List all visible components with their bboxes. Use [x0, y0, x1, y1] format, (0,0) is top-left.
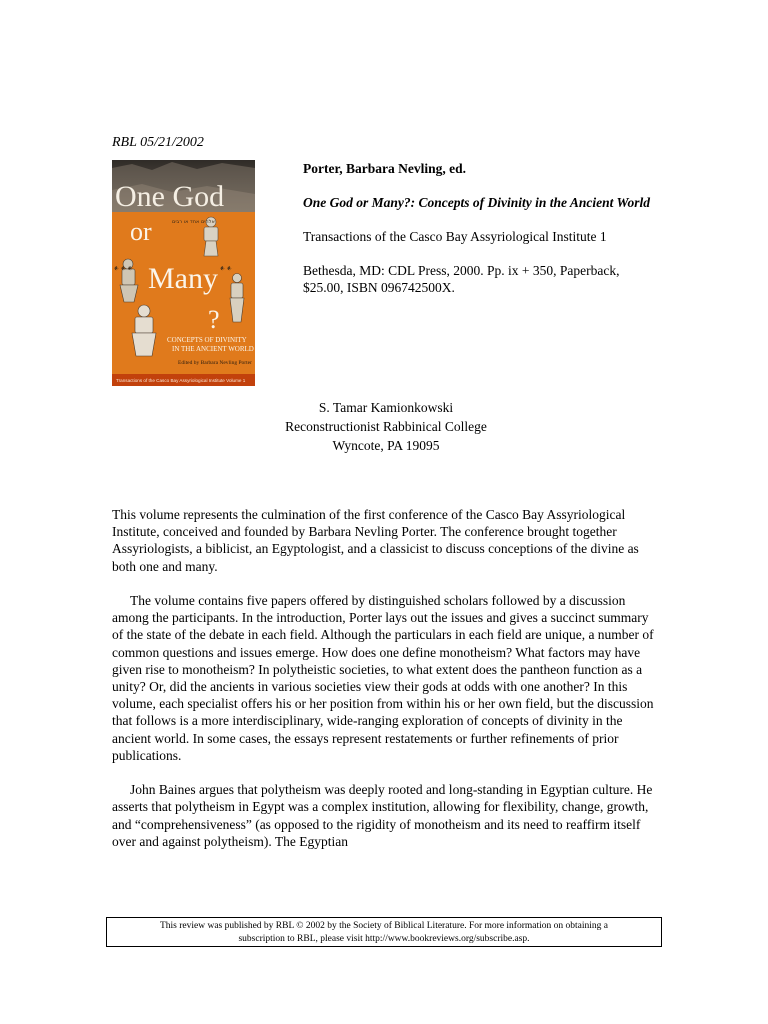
review-paragraph-3: John Baines argues that polytheism was deeply rooted and long-standing in Egyptian culture. He asserts that polytheism in Egypt was a complex institution, allowing for flexibility, change, growth, and “comprehensiveness” (as opposed to the rigidity of monotheism and its need to reaffirm itself over and against polytheism). The Egyptian [112, 782, 653, 849]
review-paragraph-1: This volume represents the culmination of the first conference of the Casco Bay Assyriological Institute, conceived and founded by Barbara Nevling Porter. The conference brought together Assyriologists, a biblicist, an Egyptologist, and a classicist to discuss conceptions of the divine as both one and many. [112, 507, 639, 574]
copyright-footer [106, 917, 662, 947]
book-publication: Bethesda, MD: CDL Press, 2000. Pp. ix + 350, Paperback, $25.00, ISBN 096742500X. [303, 263, 620, 295]
cover-subtitle-line2: IN THE ANCIENT WORLD [172, 345, 254, 353]
book-series: Transactions of the Casco Bay Assyriological Institute 1 [303, 229, 607, 244]
cuneiform-decoration-left: 𒀭 𒀭 𒀭 [114, 266, 133, 272]
footer-line-2: subscription to RBL, please visit http://www.bookreviews.org/subscribe.asp. [238, 934, 530, 944]
review-paragraph-2: The volume contains five papers offered by distinguished scholars followed by a discussion among the participants. In the introduction, Porter lays out the issues and gives a succinct summary of the state of the debate in each field. Although the particulars in each field are unique, a number of common questions and issues emerge. How does one define monotheism? What factors may have given rise to monotheism? In polytheistic societies, to what extent does the pantheon function as a unity? Or, did the ancients in various societies view their gods at odds with one another? In this volume, each specialist offers his or her position from within his or her own field, but the discussion that follows is a more interdisciplinary, wide-ranging exploration of concepts of divinity in the ancient world. In some cases, the essays represent restatements or further refinements of prior publications. [112, 593, 654, 763]
rbl-date: RBL 05/21/2002 [112, 135, 204, 150]
reviewer-institution: Reconstructionist Rabbinical College [285, 419, 487, 434]
reviewer-name: S. Tamar Kamionkowski [318, 400, 454, 415]
footer-line-1: This review was published by RBL © 2002 by the Society of Biblical Literature. For more information on obtaining a [159, 921, 608, 931]
book-cover-image [112, 160, 255, 386]
reviewer-block [112, 398, 660, 455]
cover-title-line4: ? [208, 305, 220, 334]
book-title: One God or Many?: Concepts of Divinity in the Ancient World [303, 195, 651, 210]
reviewer-location: Wyncote, PA 19095 [332, 438, 440, 453]
book-info [303, 160, 663, 313]
cover-editor-credit: Edited by Barbara Nevling Porter [178, 360, 252, 366]
cover-title-line3: Many [148, 262, 218, 295]
cover-series-line: Transactions of the Casco Bay Assyriological Institute Volume 1 [116, 378, 246, 383]
cover-subtitle-line1: CONCEPTS OF DIVINITY [167, 336, 247, 344]
cover-title-line2: or [130, 217, 152, 246]
cuneiform-decoration-right: 𒀭 𒀭 [220, 266, 233, 272]
cover-title-line1: One God [115, 180, 225, 213]
hebrew-script-decoration: אלהים אחד או רבים [172, 219, 215, 225]
book-editor: Porter, Barbara Nevling, ed. [303, 161, 466, 176]
review-body [112, 506, 660, 867]
